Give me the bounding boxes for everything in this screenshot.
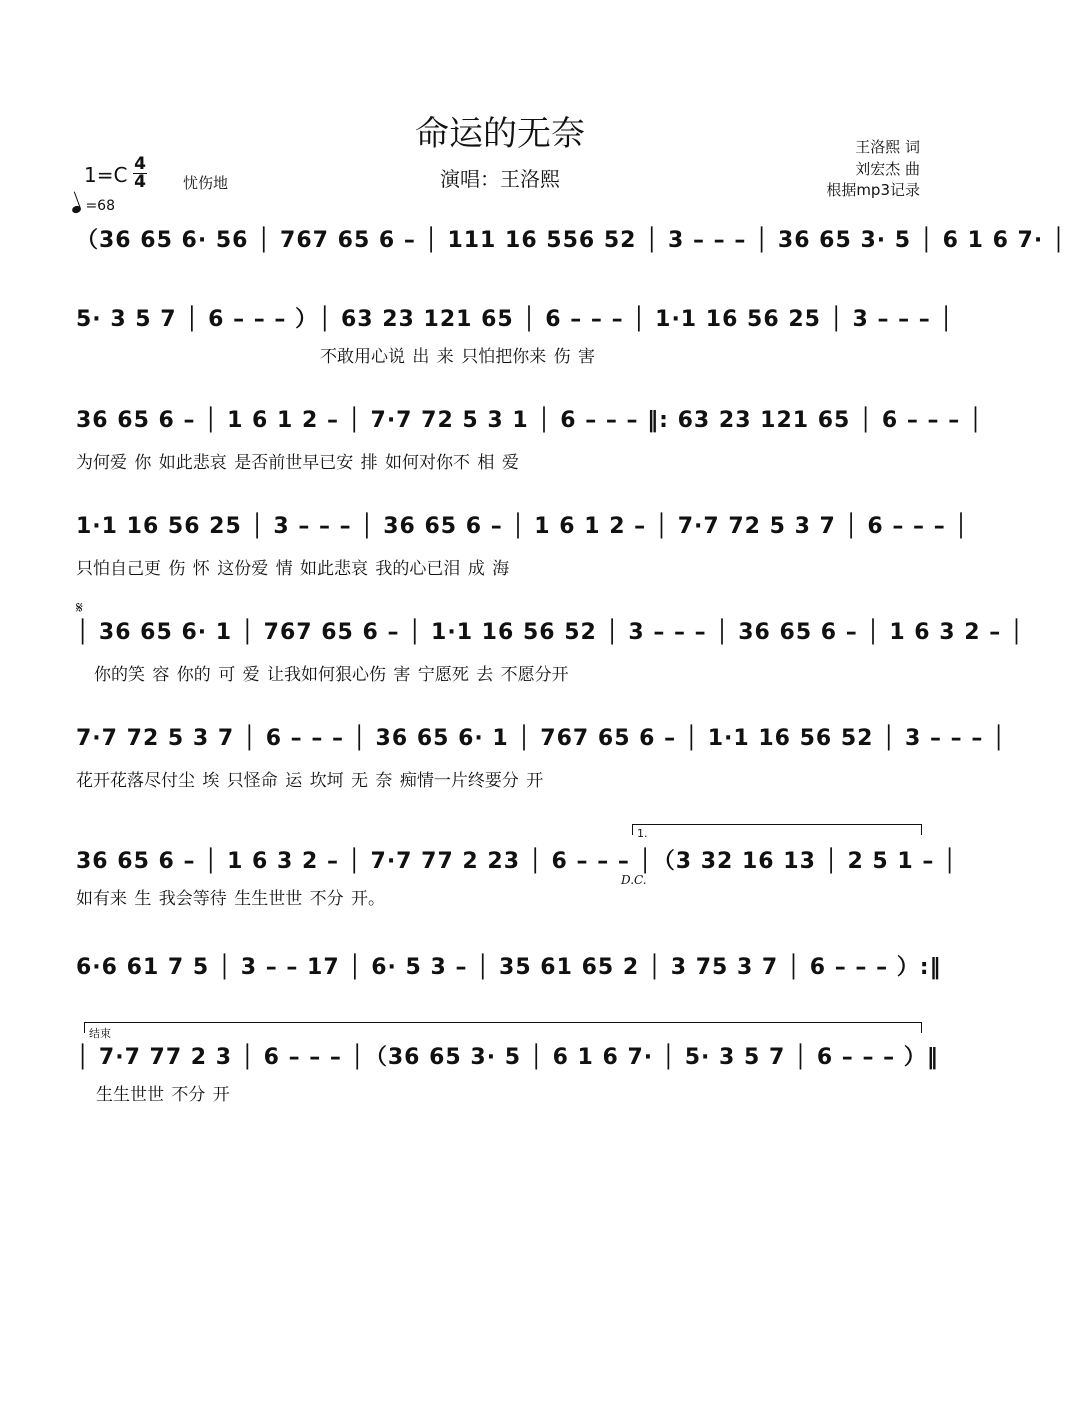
notation-line-9: │ 7·7 77 2 3 │ 6 – – – │（36 65 3· 5 │ 6 1 6 7· │ 5· 3 5 7 │ 6 – – – ）‖ xyxy=(76,1045,939,1070)
dc-marking: D.C. xyxy=(621,873,647,887)
composer-credit: 刘宏杰 曲 xyxy=(855,160,920,178)
source-note: 根据mp3记录 xyxy=(826,181,920,199)
notation-line-2: 5· 3 5 7 │ 6 – – – ）│ 63 23 121 65 │ 6 – – – │ 1·1 16 56 25 │ 3 – – – │ xyxy=(76,307,954,332)
notation-line-3: 36 65 6 – │ 1 6 1 2 – │ 7·7 72 5 3 1 │ 6 – – – ‖: 63 23 121 65 │ 6 – – – │ xyxy=(76,408,984,433)
time-signature-top: 4 xyxy=(134,154,146,174)
lyrics-line-9: 生生世世 不分 开 xyxy=(96,1085,230,1105)
ending-label: 结束 xyxy=(89,1027,111,1040)
quarter-note-icon xyxy=(71,205,82,215)
lyrics-line-4: 只怕自己更 伤 怀 这份爱 情 如此悲哀 我的心已泪 成 海 xyxy=(76,559,510,579)
lyrics-line-3: 为何爱 你 如此悲哀 是否前世早已安 排 如何对你不 相 爱 xyxy=(76,453,519,473)
notation-line-1: （36 65 6· 56 │ 767 65 6 – │ 111 16 556 52 │ 3 – – – │ 36 65 3· 5 │ 6 1 6 7· │ xyxy=(76,228,1066,253)
notation-line-6: 7·7 72 5 3 7 │ 6 – – – │ 36 65 6· 1 │ 767 65 6 – │ 1·1 16 56 52 │ 3 – – – │ xyxy=(76,726,1007,751)
lyricist-credit: 王洛熙 词 xyxy=(855,138,920,156)
time-signature xyxy=(133,156,147,191)
lyrics-line-7: 如有来 生 我会等待 生生世世 不分 开。 xyxy=(76,889,386,909)
notation-line-4: 1·1 16 56 25 │ 3 – – – │ 36 65 6 – │ 1 6 1 2 – │ 7·7 72 5 3 7 │ 6 – – – │ xyxy=(76,514,969,539)
tempo-mark xyxy=(72,198,115,214)
ending-bracket xyxy=(84,1022,922,1040)
lyrics-line-5: 你的笑 容 你的 可 爱 让我如何狠心伤 害 宁愿死 去 不愿分开 xyxy=(94,665,569,685)
notation-line-7: 36 65 6 – │ 1 6 3 2 – │ 7·7 77 2 23 │ 6 – – – │（3 32 16 13 │ 2 5 1 – │ xyxy=(76,849,958,874)
segno-sign: 𝄋 xyxy=(76,598,83,617)
lyrics-line-2: 不敢用心说 出 来 只怕把你来 伤 害 xyxy=(320,347,596,367)
tempo-value: =68 xyxy=(85,198,115,214)
song-title: 命运的无奈 xyxy=(415,114,585,154)
expression-mark: 忧伤地 xyxy=(183,174,229,192)
notation-line-8: 6·6 61 7 5 │ 3 – – 17 │ 6· 5 3 – │ 35 61 65 2 │ 3 75 3 7 │ 6 – – – ）:‖ xyxy=(76,955,942,980)
notation-line-5: │ 36 65 6· 1 │ 767 65 6 – │ 1·1 16 56 52 │ 3 – – – │ 36 65 6 – │ 1 6 3 2 – │ xyxy=(76,620,1025,645)
singer-credit: 演唱：王洛熙 xyxy=(440,167,560,191)
time-signature-bottom: 4 xyxy=(134,172,146,192)
first-ending-bracket xyxy=(632,824,922,840)
first-ending-label: 1. xyxy=(637,827,648,840)
lyrics-line-6: 花开花落尽付尘 埃 只怪命 运 坎坷 无 奈 痴情一片终要分 开 xyxy=(76,771,544,791)
key-signature: 1=C xyxy=(84,163,128,187)
